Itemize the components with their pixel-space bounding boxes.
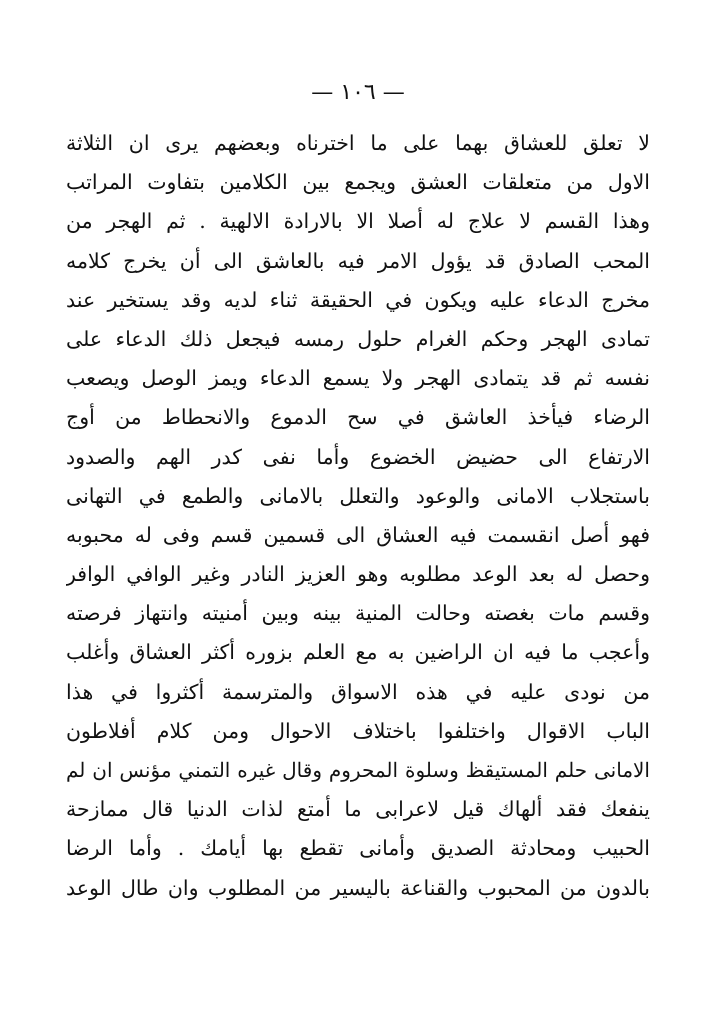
text-line: الارتفاع الى حضيض الخضوع وأما نفى كدر الهم والصدود: [66, 444, 650, 469]
text-line: فهو أصل انقسمت فيه العشاق الى قسمين قسم وفى له محبوبه: [66, 522, 650, 547]
text-line: باستجلاب الامانى والوعود والتعلل بالامانى والطمع في التهانى: [66, 483, 650, 508]
body-text: [66, 124, 650, 908]
text-line: وحصل له بعد الوعد مطلوبه وهو العزيز النادر وغير الوافي الوافر: [66, 562, 650, 587]
text-line: وأعجب ما فيه ان الراضين به مع العلم بزوره أكثر العشاق وأغلب: [66, 640, 650, 665]
page-number: — ١٠٦ —: [311, 80, 405, 105]
text-line: نفسه ثم قد يتمادى الهجر ولا يسمع الدعاء ويمز الوصل ويصعب: [66, 366, 650, 391]
text-line: بالدون من المحبوب والقناعة باليسير من المطلوب وان طال الوعد: [66, 875, 650, 900]
text-line: المحب الصادق قد يؤول الامر فيه بالعاشق الى أن يخرج كلامه: [66, 248, 650, 273]
text-line: تمادى الهجر وحكم الغرام حلول رمسه فيجعل ذلك الدعاء على: [66, 326, 650, 351]
text-line: الرضاء فيأخذ العاشق في سح الدموع والانحطاط من أوج: [66, 405, 650, 430]
text-line: الباب الاقوال واختلفوا باختلاف الاحوال ومن كلام أفلاطون: [66, 718, 650, 743]
text-line: وقسم مات بغصته وحالت المنية بينه وبين أمنيته وانتهاز فرصته: [66, 601, 650, 626]
text-line: وهذا القسم لا علاج له أصلا الا بالارادة الالهية . ثم الهجر من: [66, 209, 650, 234]
text-line: الامانى حلم المستيقظ وسلوة المحروم وقال غيره التمني مؤنس ان لم: [66, 758, 650, 782]
text-line: لا تعلق للعشاق بهما على ما اخترناه وبعضهم يرى ان الثلاثة: [66, 131, 650, 155]
text-line: مخرج الدعاء عليه ويكون في الحقيقة ثناء لديه وقد يستخير عند: [66, 287, 650, 312]
text-line: الحبيب ومحادثة الصديق وأمانى تقطع بها أيامك . وأما الرضا: [66, 836, 650, 861]
text-line: ينفعك فقد ألهاك قيل لاعرابى ما أمتع لذات الدنيا قال ممازحة: [66, 797, 650, 822]
text-line: من نودى عليه في هذه الاسواق والمترسمة أكثروا في هذا: [66, 679, 650, 704]
text-line: الاول من متعلقات العشق ويجمع بين الكلامين بتفاوت المراتب: [66, 170, 650, 195]
